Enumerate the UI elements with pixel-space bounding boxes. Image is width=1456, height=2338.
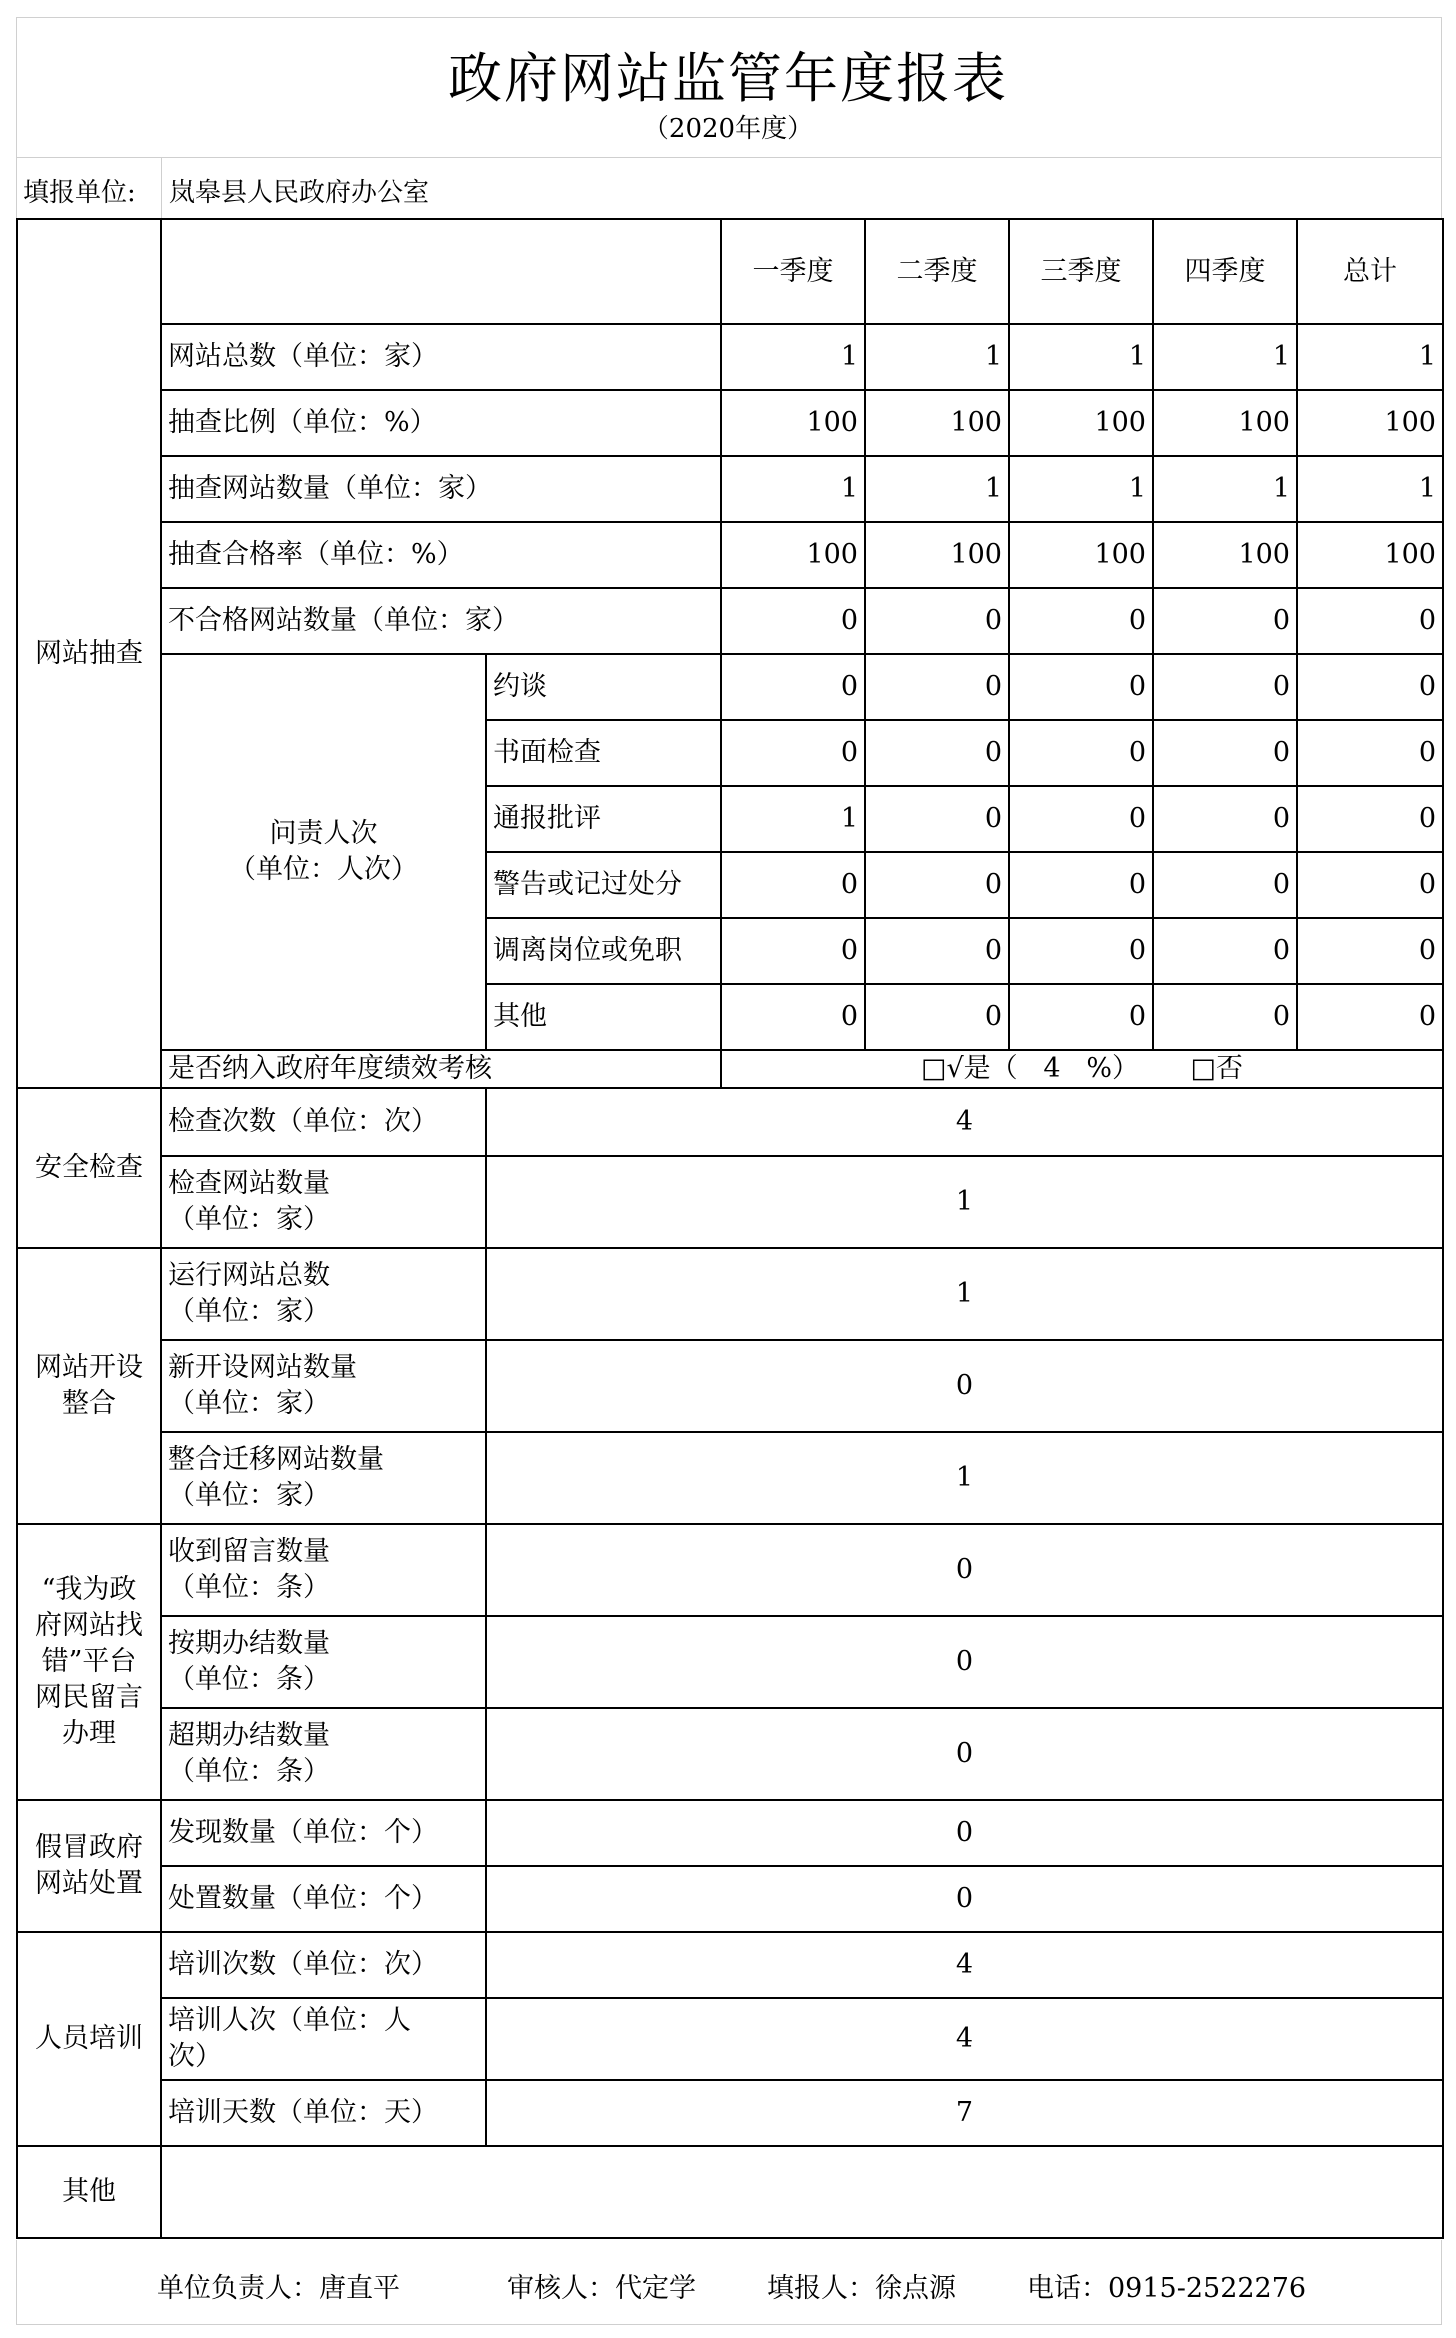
row-value: 1 (486, 1432, 1443, 1524)
other-value (161, 2146, 1443, 2238)
row-label: 不合格网站数量（单位：家） (161, 588, 721, 654)
row-value: 100 (1297, 390, 1443, 456)
page-subtitle: （2020年度） (642, 114, 814, 144)
table-row (17, 390, 1443, 456)
table-row (17, 2146, 1443, 2238)
accountability-label (161, 654, 486, 1050)
row-value: 1 (721, 786, 865, 852)
table-row (17, 1248, 1443, 1340)
row-value: 0 (1009, 852, 1153, 918)
row-value: 0 (486, 1866, 1443, 1932)
performance-label: 是否纳入政府年度绩效考核 (161, 1050, 721, 1088)
row-value: 0 (1153, 984, 1297, 1050)
row-label: 收到留言数量 （单位：条） (161, 1524, 486, 1616)
row-label: 整合迁移网站数量 （单位：家） (161, 1432, 486, 1524)
table-row (17, 2080, 1443, 2146)
row-value: 0 (721, 588, 865, 654)
table-row (17, 1088, 1443, 1156)
row-label: 抽查网站数量（单位：家） (161, 456, 721, 522)
row-value: 100 (865, 390, 1009, 456)
row-label: 培训人次（单位：人 次） (161, 1998, 486, 2080)
row-label: 超期办结数量 （单位：条） (161, 1708, 486, 1800)
row-label: 处置数量（单位：个） (161, 1866, 486, 1932)
row-value: 100 (1153, 390, 1297, 456)
header-quarter: 二季度 (865, 219, 1009, 324)
row-value: 0 (865, 786, 1009, 852)
row-label: 发现数量（单位：个） (161, 1800, 486, 1866)
table-row (17, 522, 1443, 588)
page-title: 政府网站监管年度报表 (448, 47, 1008, 110)
row-value: 1 (865, 456, 1009, 522)
table-row (17, 1616, 1443, 1708)
row-value: 0 (1009, 786, 1153, 852)
fill-unit-value: 岚皋县人民政府办公室 (169, 178, 430, 208)
section-messages: “我为政 府网站找 错”平台 网民留言 办理 (17, 1524, 161, 1800)
row-value: 0 (1009, 918, 1153, 984)
section-setup: 网站开设 整合 (17, 1248, 161, 1524)
row-value: 0 (1297, 786, 1443, 852)
row-value: 100 (1009, 522, 1153, 588)
row-value: 0 (1153, 588, 1297, 654)
table-row (17, 1156, 1443, 1248)
footer-leader: 单位负责人：唐直平 (157, 2273, 400, 2304)
footer-filler: 填报人：徐点源 (767, 2273, 956, 2304)
table-row (17, 219, 1443, 324)
row-value: 0 (865, 588, 1009, 654)
accountability-item: 通报批评 (486, 786, 721, 852)
row-value: 0 (1153, 786, 1297, 852)
row-value: 0 (486, 1708, 1443, 1800)
row-value: 4 (486, 1998, 1443, 2080)
table-row (17, 1432, 1443, 1524)
section-training: 人员培训 (17, 1932, 161, 2146)
table-row (17, 1524, 1443, 1616)
accountability-item: 警告或记过处分 (486, 852, 721, 918)
table-row (17, 456, 1443, 522)
table-row (17, 1800, 1443, 1866)
row-label: 抽查比例（单位：%） (161, 390, 721, 456)
row-value: 100 (1297, 522, 1443, 588)
row-value: 0 (721, 720, 865, 786)
row-label: 培训次数（单位：次） (161, 1932, 486, 1998)
row-label: 培训天数（单位：天） (161, 2080, 486, 2146)
row-value: 0 (1297, 984, 1443, 1050)
accountability-item: 其他 (486, 984, 721, 1050)
row-value: 0 (865, 984, 1009, 1050)
table-row (17, 654, 1443, 720)
row-value: 0 (865, 918, 1009, 984)
row-value: 0 (865, 720, 1009, 786)
accountability-item: 调离岗位或免职 (486, 918, 721, 984)
row-value: 0 (721, 984, 865, 1050)
row-value: 0 (721, 654, 865, 720)
accountability-label-line1: 问责人次 (269, 818, 378, 849)
row-value: 0 (1153, 852, 1297, 918)
section-spot-check: 网站抽查 (17, 219, 161, 1088)
row-value: 0 (1297, 588, 1443, 654)
row-value: 0 (1297, 918, 1443, 984)
accountability-label-line2: （单位：人次） (229, 854, 418, 885)
row-value: 0 (1009, 654, 1153, 720)
row-value: 0 (1297, 654, 1443, 720)
table-row (17, 1998, 1443, 2080)
header-quarter: 三季度 (1009, 219, 1153, 324)
row-value: 1 (1009, 456, 1153, 522)
header-quarter: 总计 (1297, 219, 1443, 324)
footer-phone: 电话：0915-2522276 (1027, 2273, 1307, 2304)
row-value: 100 (1009, 390, 1153, 456)
row-label: 运行网站总数 （单位：家） (161, 1248, 486, 1340)
row-value: 0 (1297, 852, 1443, 918)
row-value: 0 (1009, 588, 1153, 654)
row-label: 抽查合格率（单位：%） (161, 522, 721, 588)
row-value: 1 (1153, 456, 1297, 522)
signature-footer (16, 2240, 1442, 2325)
report-table (16, 218, 1444, 2239)
row-value: 0 (486, 1524, 1443, 1616)
row-label: 按期办结数量 （单位：条） (161, 1616, 486, 1708)
row-value: 4 (486, 1088, 1443, 1156)
table-row (17, 1866, 1443, 1932)
row-value: 1 (721, 324, 865, 390)
row-value: 0 (1153, 720, 1297, 786)
fill-unit-label: 填报单位: (23, 178, 136, 208)
row-value: 0 (486, 1800, 1443, 1866)
performance-value: □√是（ 4 %） □否 (721, 1050, 1443, 1088)
row-value: 1 (865, 324, 1009, 390)
header-quarter: 四季度 (1153, 219, 1297, 324)
row-value: 0 (486, 1616, 1443, 1708)
table-row (17, 1050, 1443, 1088)
row-value: 100 (1153, 522, 1297, 588)
fill-unit-row (16, 157, 1442, 219)
row-value: 0 (865, 654, 1009, 720)
table-row (17, 1340, 1443, 1432)
table-row (17, 1708, 1443, 1800)
row-value: 1 (1297, 456, 1443, 522)
row-value: 1 (486, 1156, 1443, 1248)
row-value: 0 (1009, 984, 1153, 1050)
row-value: 0 (1153, 918, 1297, 984)
row-value: 1 (1153, 324, 1297, 390)
row-value: 1 (486, 1248, 1443, 1340)
row-value: 4 (486, 1932, 1443, 1998)
row-value: 0 (486, 1340, 1443, 1432)
row-value: 100 (865, 522, 1009, 588)
row-value: 0 (1009, 720, 1153, 786)
section-fake: 假冒政府 网站处置 (17, 1800, 161, 1932)
section-other: 其他 (17, 2146, 161, 2238)
row-label: 网站总数（单位：家） (161, 324, 721, 390)
row-label: 新开设网站数量 （单位：家） (161, 1340, 486, 1432)
accountability-item: 约谈 (486, 654, 721, 720)
footer-reviewer: 审核人：代定学 (507, 2273, 696, 2304)
row-value: 0 (1297, 720, 1443, 786)
row-label: 检查网站数量 （单位：家） (161, 1156, 486, 1248)
row-value: 100 (721, 390, 865, 456)
row-value: 1 (1009, 324, 1153, 390)
row-value: 1 (1297, 324, 1443, 390)
table-row (17, 324, 1443, 390)
accountability-item: 书面检查 (486, 720, 721, 786)
table-row (17, 588, 1443, 654)
row-value: 0 (721, 918, 865, 984)
table-row (17, 1932, 1443, 1998)
row-label: 检查次数（单位：次） (161, 1088, 486, 1156)
row-value: 100 (721, 522, 865, 588)
row-value: 1 (721, 456, 865, 522)
row-value: 7 (486, 2080, 1443, 2146)
row-value: 0 (721, 852, 865, 918)
header-blank (161, 219, 721, 324)
header-quarter: 一季度 (721, 219, 865, 324)
section-security: 安全检查 (17, 1088, 161, 1248)
row-value: 0 (1153, 654, 1297, 720)
row-value: 0 (865, 852, 1009, 918)
